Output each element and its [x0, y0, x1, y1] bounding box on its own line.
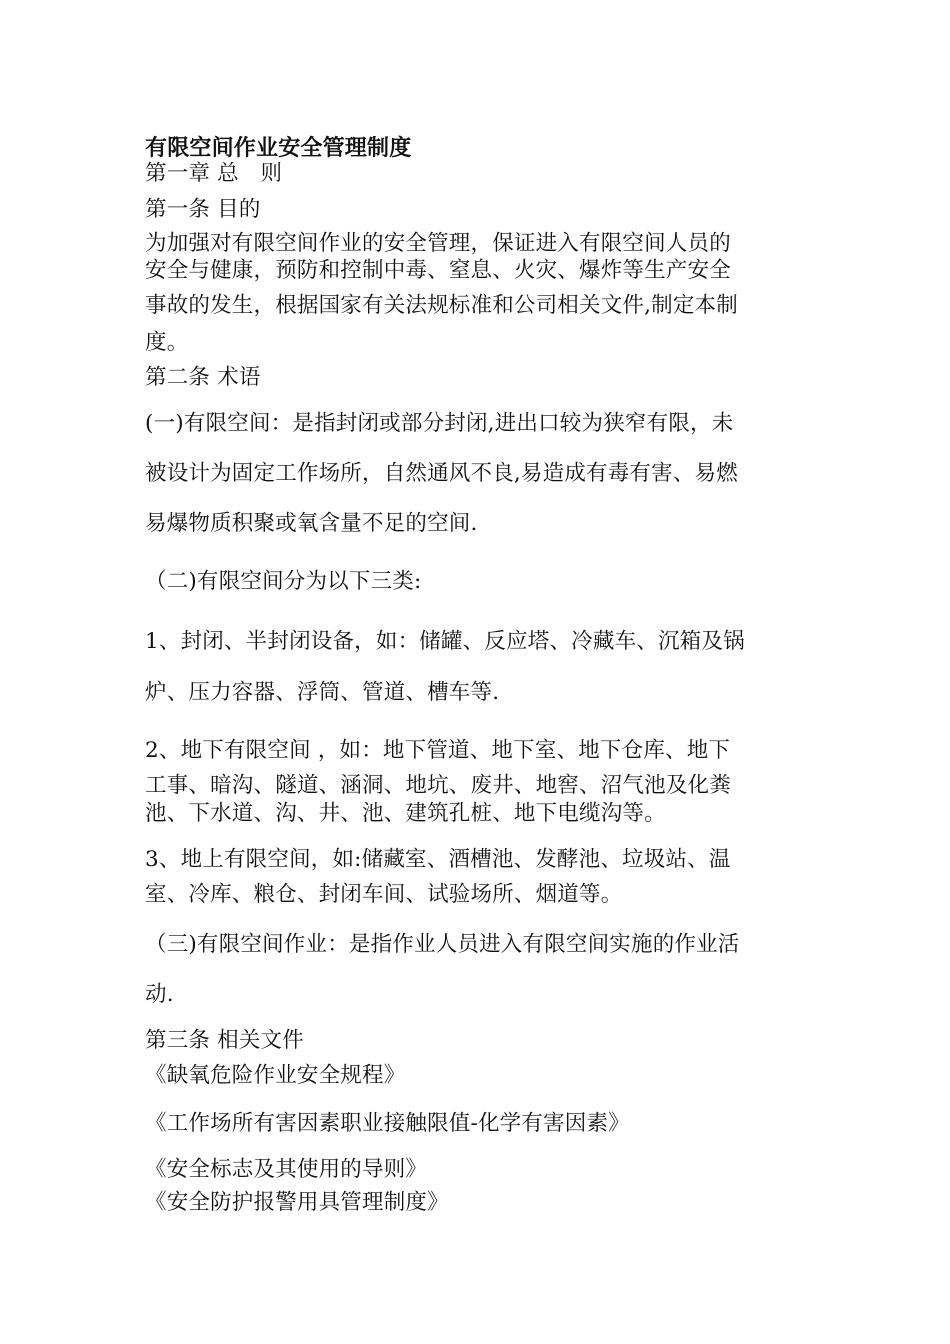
- article-1-line: 事故的发生，根据国家有关法规标准和公司相关文件,制定本制: [145, 293, 738, 318]
- article-1-heading: 第一条 目的: [145, 197, 261, 222]
- type-1-line: 1、封闭、半封闭设备，如：储罐、反应塔、冷藏车、沉箱及锅: [145, 629, 745, 654]
- type-2-line: 2、地下有限空间 ，如：地下管道、地下室、地下仓库、地下: [145, 738, 731, 763]
- reference-document: 《安全防护报警用具管理制度》: [145, 1190, 449, 1215]
- definition-1-line: 易爆物质积聚或氧含量不足的空间.: [145, 511, 478, 536]
- definition-2-line: （二)有限空间分为以下三类:: [145, 569, 422, 594]
- type-2-line: 工事、暗沟、隧道、涵洞、地坑、废井、地窖、沼气池及化粪: [145, 773, 731, 798]
- article-2-heading: 第二条 术语: [145, 365, 261, 390]
- type-3-line: 3、地上有限空间，如:储藏室、酒槽池、发酵池、垃圾站、温: [145, 847, 731, 872]
- article-1-line: 为加强对有限空间作业的安全管理，保证进入有限空间人员的: [145, 231, 731, 256]
- reference-document: 《安全标志及其使用的导则》: [145, 1157, 428, 1182]
- definition-3-line: 动.: [145, 982, 174, 1007]
- reference-document: 《工作场所有害因素职业接触限值-化学有害因素》: [145, 1111, 630, 1136]
- article-3-heading: 第三条 相关文件: [145, 1028, 304, 1053]
- type-1-line: 炉、压力容器、浮筒、管道、槽车等.: [145, 680, 500, 705]
- article-1-line: 安全与健康，预防和控制中毒、窒息、火灾、爆炸等生产安全: [145, 258, 731, 283]
- chapter-heading: 第一章 总 则: [145, 161, 283, 186]
- document-title: 有限空间作业安全管理制度: [145, 135, 412, 161]
- definition-1-line: (一)有限空间：是指封闭或部分封闭,进出口较为狭窄有限，未: [145, 411, 734, 436]
- article-1-line: 度。: [145, 330, 189, 355]
- definition-3-line: （三)有限空间作业：是指作业人员进入有限空间实施的作业活: [145, 932, 740, 957]
- reference-document: 《缺氧危险作业安全规程》: [145, 1063, 406, 1088]
- type-2-line: 池、下水道、沟、井、池、建筑孔桩、地下电缆沟等。: [145, 801, 666, 826]
- definition-1-line: 被设计为固定工作场所，自然通风不良,易造成有毒有害、易燃: [145, 461, 738, 486]
- type-3-line: 室、冷库、粮仓、封闭车间、试验场所、烟道等。: [145, 882, 623, 907]
